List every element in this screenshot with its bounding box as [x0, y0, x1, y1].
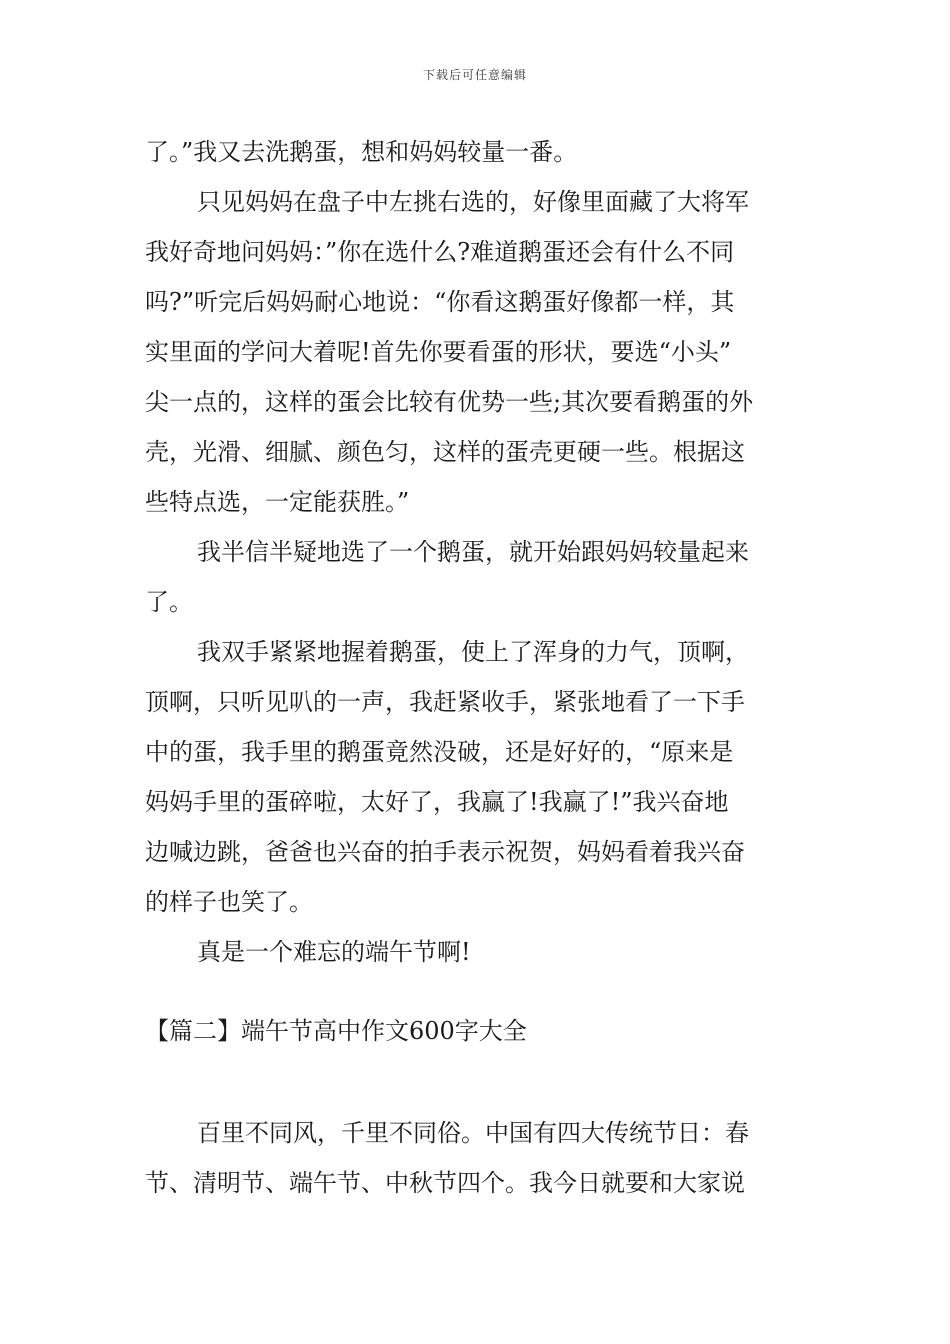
- paragraph-first-line: 只见妈妈在盘子中左挑右选的，好像里面藏了大将军: [197, 188, 749, 216]
- spacer: [145, 977, 813, 1006]
- section-heading: 【篇二】端午节高中作文600字大全: [145, 1017, 527, 1045]
- text-line: 中的蛋，我手里的鹅蛋竟然没破，还是好好的，“原来是: [145, 738, 734, 766]
- paragraph-first-line: 百里不同风，千里不同俗。中国有四大传统节日：春: [197, 1119, 749, 1147]
- text-line: 妈妈手里的蛋碎啦，太好了，我赢了!我赢了!”我兴奋地: [145, 788, 729, 816]
- text-line: 我好奇地问妈妈：”你在选什么?难道鹅蛋还会有什么不同: [145, 238, 735, 266]
- spacer: [145, 1056, 813, 1108]
- text-line: 顶啊，只听见叭的一声，我赶紧收手，紧张地看了一下手: [145, 688, 745, 716]
- text-line: 实里面的学问大着呢!首先你要看蛋的形状，要选“小头”: [145, 338, 732, 366]
- text-line: 些特点选，一定能获胜。”: [145, 488, 410, 516]
- text-line: 了。: [145, 588, 193, 616]
- text-line: 了。”我又去洗鹅蛋，想和妈妈较量一番。: [145, 138, 578, 166]
- header-note: 下载后可任意编辑: [422, 68, 527, 82]
- paragraph-first-line: 我双手紧紧地握着鹅蛋，使上了浑身的力气，顶啊，: [197, 638, 749, 666]
- document-body: [145, 127, 813, 1208]
- text-line: 壳，光滑、细腻、颜色匀，这样的蛋壳更硬一些。根据这: [145, 438, 745, 466]
- text-line: 边喊边跳，爸爸也兴奋的拍手表示祝贺，妈妈看着我兴奋: [145, 838, 745, 866]
- text-line: 节、清明节、端午节、中秋节四个。我今日就要和大家说: [145, 1169, 745, 1197]
- text-line: 的样子也笑了。: [145, 888, 313, 916]
- text-line: 吗?”听完后妈妈耐心地说：“你看这鹅蛋好像都一样，其: [145, 288, 735, 316]
- paragraph-first-line: 真是一个难忘的端午节啊!: [197, 938, 471, 966]
- paragraph-first-line: 我半信半疑地选了一个鹅蛋，就开始跟妈妈较量起来: [197, 538, 749, 566]
- text-line: 尖一点的，这样的蛋会比较有优势一些;其次要看鹅蛋的外: [145, 388, 754, 416]
